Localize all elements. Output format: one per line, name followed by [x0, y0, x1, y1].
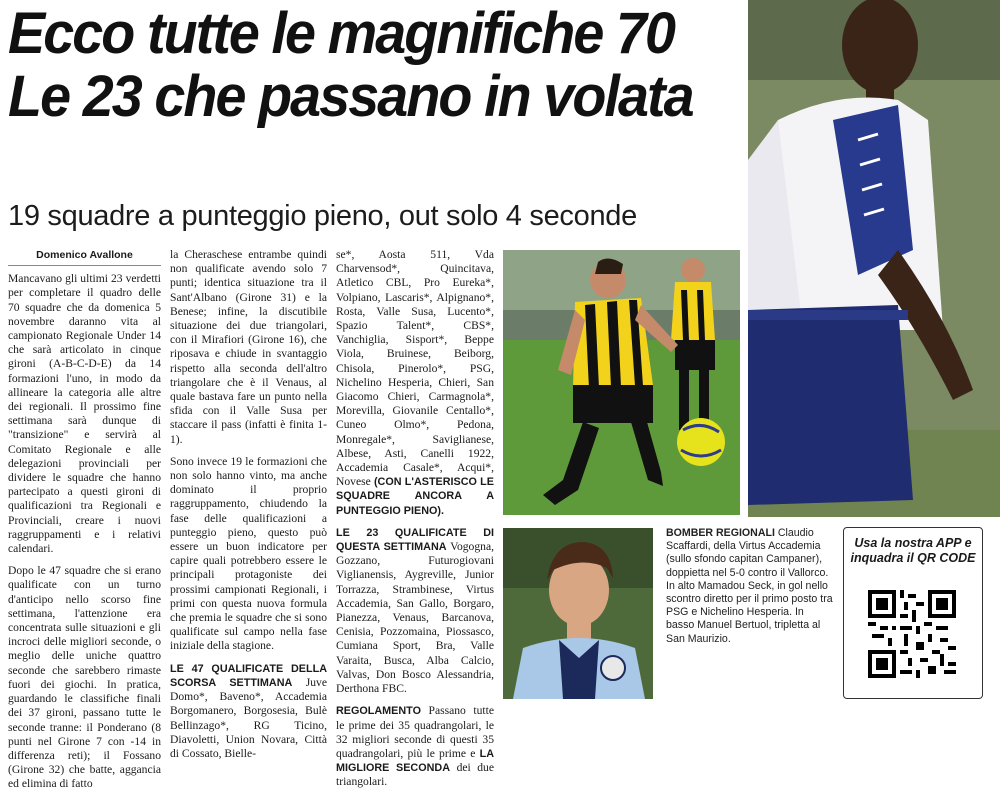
- regolamento-bold: LA MIGLIORE SECONDA: [336, 747, 494, 775]
- qr-title-line-1: Usa la nostra APP e: [854, 536, 972, 550]
- regolamento-end: dei due triangolari.: [336, 761, 494, 789]
- photo-caption: [666, 527, 834, 646]
- caption-text: Claudio Scaffardi, della Virtus Accademia (sullo sfondo capitan Campaner), doppietta nel 5-0 contro il Vallorco. In alto Mamadou Seck, in gol nello scontro diretto per il primo posto tra PSG e Nichelino Hesperia. In basso Manuel Bertuol, tripletta al San Maurizio.: [666, 527, 833, 645]
- team-list-continued: se*, Aosta 511, Vda Charvensod*, Quincitava, Atletico CBL, Pro Eureka*, Volpiano, Lascaris*, Alpignano*, Rosta, Valle Susa, Lucento*, Spazio Talent*, CBS*, Vanchiglia, Sisport*, Beppe Viola, Bruinese, Beiborg, Chisola, Pinerolo*, PSG, Nichelino Hesperia, Chieri, San Giacomo Chieri, Carmagnola*, Morevilla, Giovanile Centallo*, Cuneo Olmo*, Pedona, Monregale*, Saviglianese, Albese, Asti, Canelli 1922, Accademia Casale*, Acqui*, Novese: [336, 248, 494, 489]
- column-2-paragraph-1: la Cheraschese entrambe quindi non qualificate avendo solo 7 punti; identica situazione tra il Sant'Albano (Girone 31) e la Benese; infine, la discutibile situazione dei due triangolari, con il Mirafiori (Girone 16), che riposava e chiude in svantaggio rispetto alla seconda dell'altro triangolare che è il Venaus, al quale bastava fare un punto nella sfida con il Valle Susa per staccare il pass (infatti è finita 1-1).: [170, 248, 327, 446]
- column-1: [8, 248, 161, 800]
- photo-manuel-bertuol: [503, 528, 653, 699]
- column-1-paragraph-1: Mancavano gli ultimi 23 verdetti per completare il quadro delle 70 squadre che da domenica 5 novembre daranno vita al campionato Regionale Under 14 che sarà articolato in cinque gironi (A-B-C-D-E) da 14 formazioni l'uno, in modo da allineare la categoria alle altre dei regionali. Il prossimo fine settimana sarà dunque di "transizione" e servirà al Comitato Regionale e alle delegazioni provinciali per dividere le squadre che hanno partecipato a questi gironi di qualificazioni tra Regionali e Provinciali, creare i nuovi raggruppamenti e i relativi calendari.: [8, 272, 161, 556]
- column-3-section-2: [336, 526, 494, 696]
- regolamento-text: Passano tutte le prime dei 35 quadrangolari, le 32 migliori seconde di questi 35 quadrangolari, più le prime e: [336, 704, 494, 760]
- column-3-section-3: [336, 704, 494, 789]
- asterisk-note: (CON L'ASTERISCO LE SQUADRE ANCORA A PUNTEGGIO PIENO).: [336, 476, 494, 517]
- column-3: [336, 248, 494, 798]
- section-text-47-qualified: Juve Domo*, Baveno*, Accademia Borgomanero, Borgosesia, Bulè Bellinzago*, RG Ticino, Diavoletti, Union Novara, Città di Cossato, Bielle-: [170, 675, 327, 760]
- section-title-23-qualified: LE 23 QUALIFICATE DI QUESTA SETTIMANA: [336, 526, 494, 554]
- column-2-section: [170, 662, 327, 761]
- qr-box-title: [844, 536, 982, 566]
- headline-line-2: Le 23 che passano in volata: [8, 64, 693, 129]
- subheadline: 19 squadre a punteggio pieno, out solo 4 seconde: [8, 200, 637, 232]
- headline: [8, 1, 718, 129]
- column-2-paragraph-2: Sono invece 19 le formazioni che non solo hanno vinto, ma anche dominato il proprio raggruppamento, chiudendo la fase delle qualificazioni a punteggio pieno, questo può essere un buon indicatore per capire quali potrebbero essere le principali protagoniste dei prossimi campionati Regionali, i primi con questa nuova formula che premia le squadre che si sono qualificate sul campo nella fase iniziale della stagione.: [170, 454, 327, 653]
- qr-title-line-2: inquadra il QR CODE: [850, 551, 976, 565]
- byline: Domenico Avallone: [8, 248, 161, 266]
- photo-mamadou-seck: [748, 0, 1000, 517]
- column-1-paragraph-2: Dopo le 47 squadre che si erano qualificate con un turno d'anticipo nello scorso fine settimana, l'attenzione era concentrata sulle situazioni e gli incroci delle migliori seconde, o meglio delle uniche quattro seconde che sarebbero rimaste fuori dei giochi. In pratica, guardando le classifiche finali dei 37 gironi, passano tutte le seconde tranne: il Ponderano (8 punti nel Girone 7 con -14 in differenza reti); il Fossano (Girone 32) che batte, aggancia ed elimina di fatto: [8, 564, 161, 791]
- headline-line-1: Ecco tutte le magnifiche 70: [8, 1, 675, 66]
- column-3-paragraph-1: [336, 248, 494, 518]
- qr-code-icon[interactable]: [868, 590, 956, 678]
- column-2: [170, 248, 327, 769]
- section-title-regolamento: REGOLAMENTO: [336, 705, 421, 718]
- photo-claudio-scaffardi: [503, 250, 740, 515]
- section-title-47-qualified: LE 47 QUALIFICATE DELLA SCORSA SETTIMANA: [170, 662, 327, 689]
- caption-title: BOMBER REGIONALI: [666, 527, 775, 539]
- section-text-23-qualified: Vogogna, Gozzano, Futurogiovani Viglianensis, Aygreville, Junior Torrazza, Strambinese, Virtus Accademia, San Gallo, Borgaro, Pianezza, Venaus, Barcanova, Cenisia, Pozzomaina, Piossasco, Cumiana Sport, Bra, Valle Varaita, Busca, Alba Calcio, Valvas, Don Bosco Alessandria, Derthona FBC.: [336, 540, 494, 696]
- app-qr-box: [843, 527, 983, 699]
